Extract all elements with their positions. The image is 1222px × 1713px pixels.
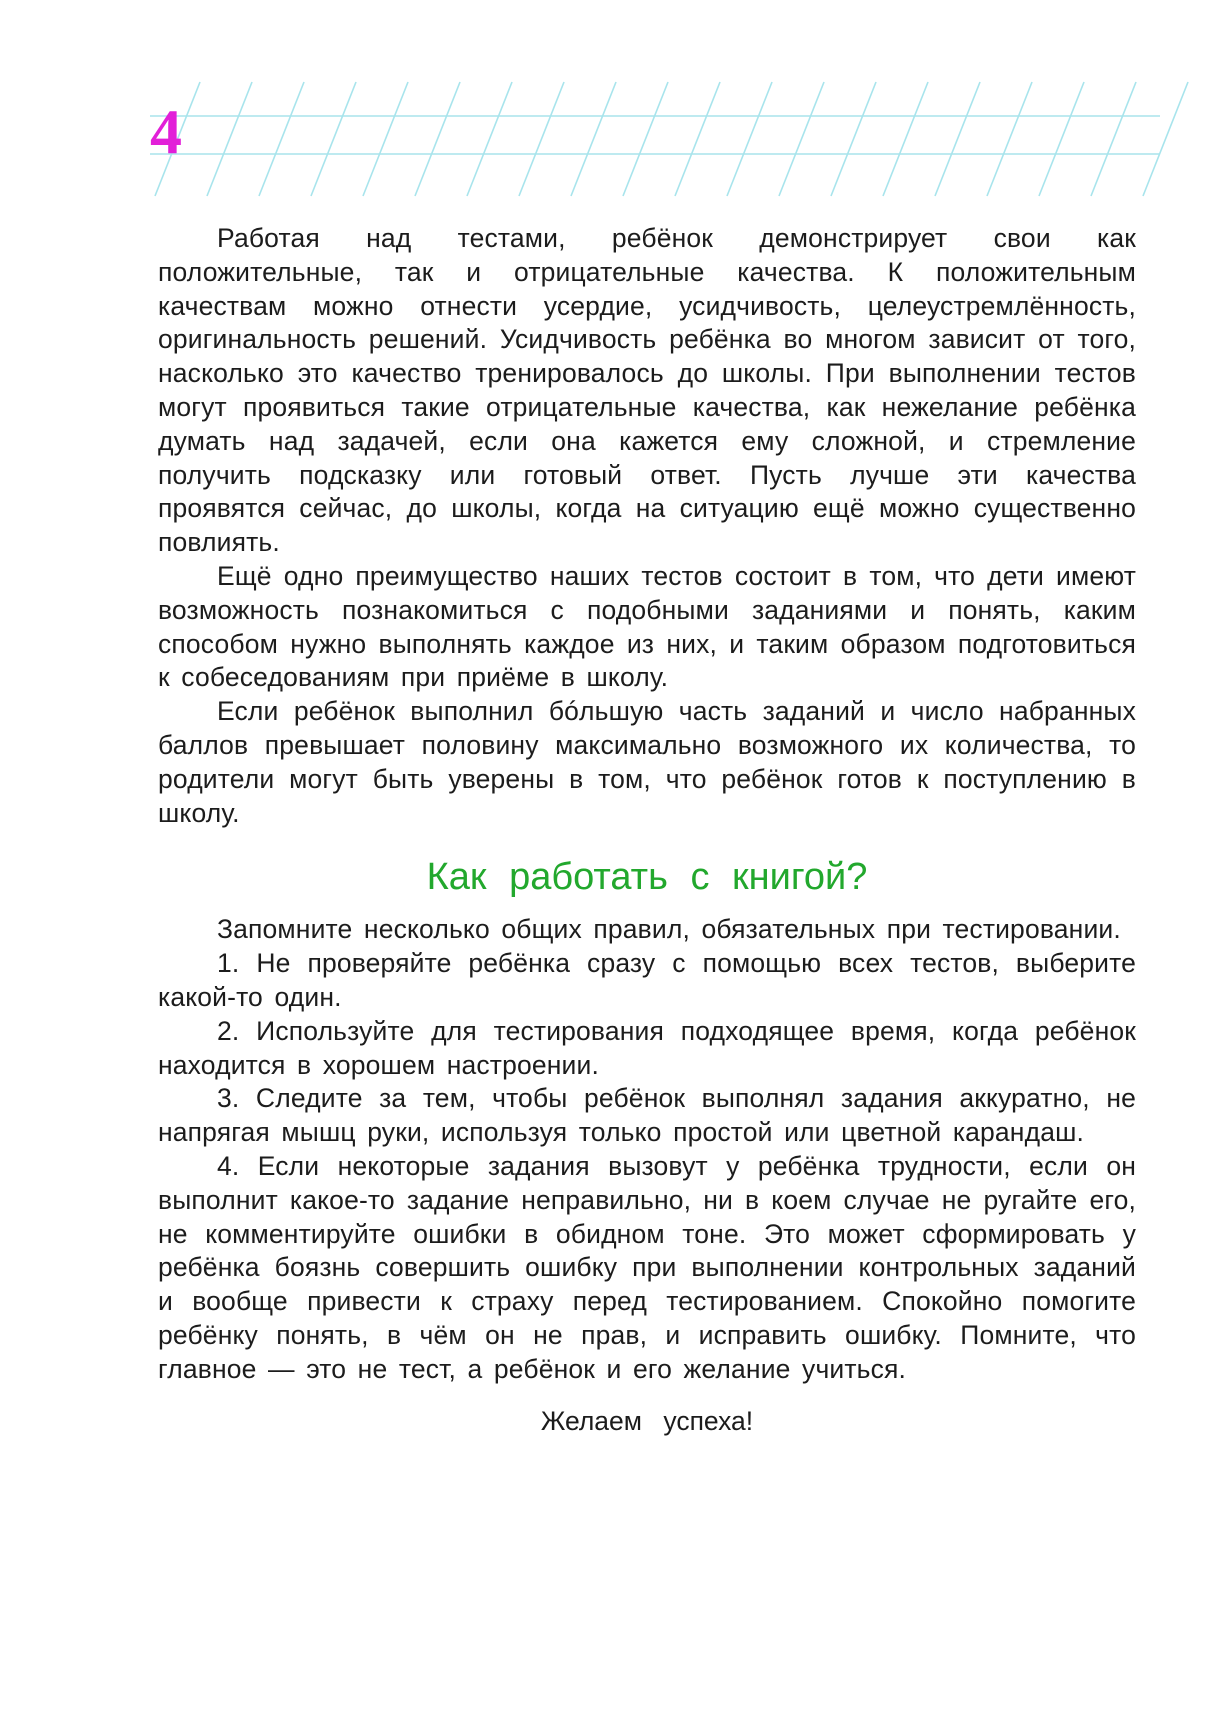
grid-line-slanted bbox=[675, 82, 720, 196]
grid-line-slanted bbox=[935, 82, 980, 196]
intro-paragraph: Ещё одно преимущество наших тестов состоит в том, что дети имеют возможность познакомиться с подобными заданиями и понять, каким способом нужно выполнять каждое из них, и таким образом подготовиться к собеседованиям при приёме в школу. bbox=[158, 560, 1136, 693]
grid-line-slanted bbox=[883, 82, 928, 196]
grid-line-slanted bbox=[1091, 82, 1136, 196]
grid-line-slanted bbox=[363, 82, 408, 196]
grid-line-slanted bbox=[415, 82, 460, 196]
grid-line-slanted bbox=[623, 82, 668, 196]
closing-wish: Желаем успеха! bbox=[540, 1405, 754, 1436]
grid-line-slanted bbox=[779, 82, 824, 196]
grid-line-slanted bbox=[727, 82, 772, 196]
intro-paragraph: Если ребёнок выполнил бóльшую часть заданий и число набранных баллов превышает половину максимально возможного их количества, то родители могут быть уверены в том, что ребёнок готов к поступлению в школу. bbox=[158, 696, 1136, 828]
rule-item: 1. Не проверяйте ребёнка сразу с помощью всех тестов, выберите какой-то один. bbox=[158, 948, 1136, 1012]
grid-line-slanted bbox=[259, 82, 304, 196]
page-content bbox=[158, 222, 1136, 1438]
page-number: 4 bbox=[150, 96, 182, 167]
section-heading: Как работать с книгой? bbox=[426, 856, 868, 899]
rule-item: 4. Если некоторые задания вызовут у ребёнка трудности, если он выполнит какое-то задание неправильно, ни в коем случае не ругайте его, не комментируйте ошибки в обидном тоне. Это может сформировать у ребёнка боязнь совершить ошибку при выполнении контрольных заданий и вообще привести к страху перед тестированием. Спокойно помогите ребёнку понять, в чём он не прав, и исправить ошибку. Помните, что главное — это не тест, а ребёнок и его желание учиться. bbox=[158, 1150, 1136, 1384]
intro-section bbox=[158, 222, 1136, 830]
grid-line-slanted bbox=[571, 82, 616, 196]
guide-intro: Запомните несколько общих правил, обязательных при тестировании. bbox=[217, 914, 1121, 945]
intro-paragraph: Работая над тестами, ребёнок демонстрирует свои как положительные, так и отрицательные качества. К положительным качествам можно отнести усердие, усидчивость, целеустремлённость, оригинальность решений. Усидчивость ребёнка во многом зависит от того, насколько это качество тренировалось до школы. При выполнении тестов могут проявиться такие отрицательные качества, как нежелание ребёнка думать над задачей, если она кажется ему сложной, и стремление получить подсказку или готовый ответ. Пусть лучше эти качества проявятся сейчас, до школы, когда на ситуацию ещё можно существенно повлиять. bbox=[158, 223, 1136, 558]
grid-line-slanted bbox=[987, 82, 1032, 196]
guide-section bbox=[158, 852, 1136, 1438]
grid-line-slanted bbox=[1143, 82, 1188, 196]
grid-line-slanted bbox=[311, 82, 356, 196]
grid-line-slanted bbox=[831, 82, 876, 196]
copybook-grid bbox=[0, 0, 1222, 220]
rule-item: 2. Используйте для тестирования подходящее время, когда ребёнок находится в хорошем настроении. bbox=[158, 1015, 1136, 1080]
grid-line-slanted bbox=[207, 82, 252, 196]
grid-line-slanted bbox=[467, 82, 512, 196]
grid-line-slanted bbox=[1039, 82, 1084, 196]
rule-item: 3. Следите за тем, чтобы ребёнок выполнял задания аккуратно, не напрягая мышц руки, используя только простой или цветной карандаш. bbox=[158, 1083, 1136, 1148]
grid-line-slanted bbox=[519, 82, 564, 196]
